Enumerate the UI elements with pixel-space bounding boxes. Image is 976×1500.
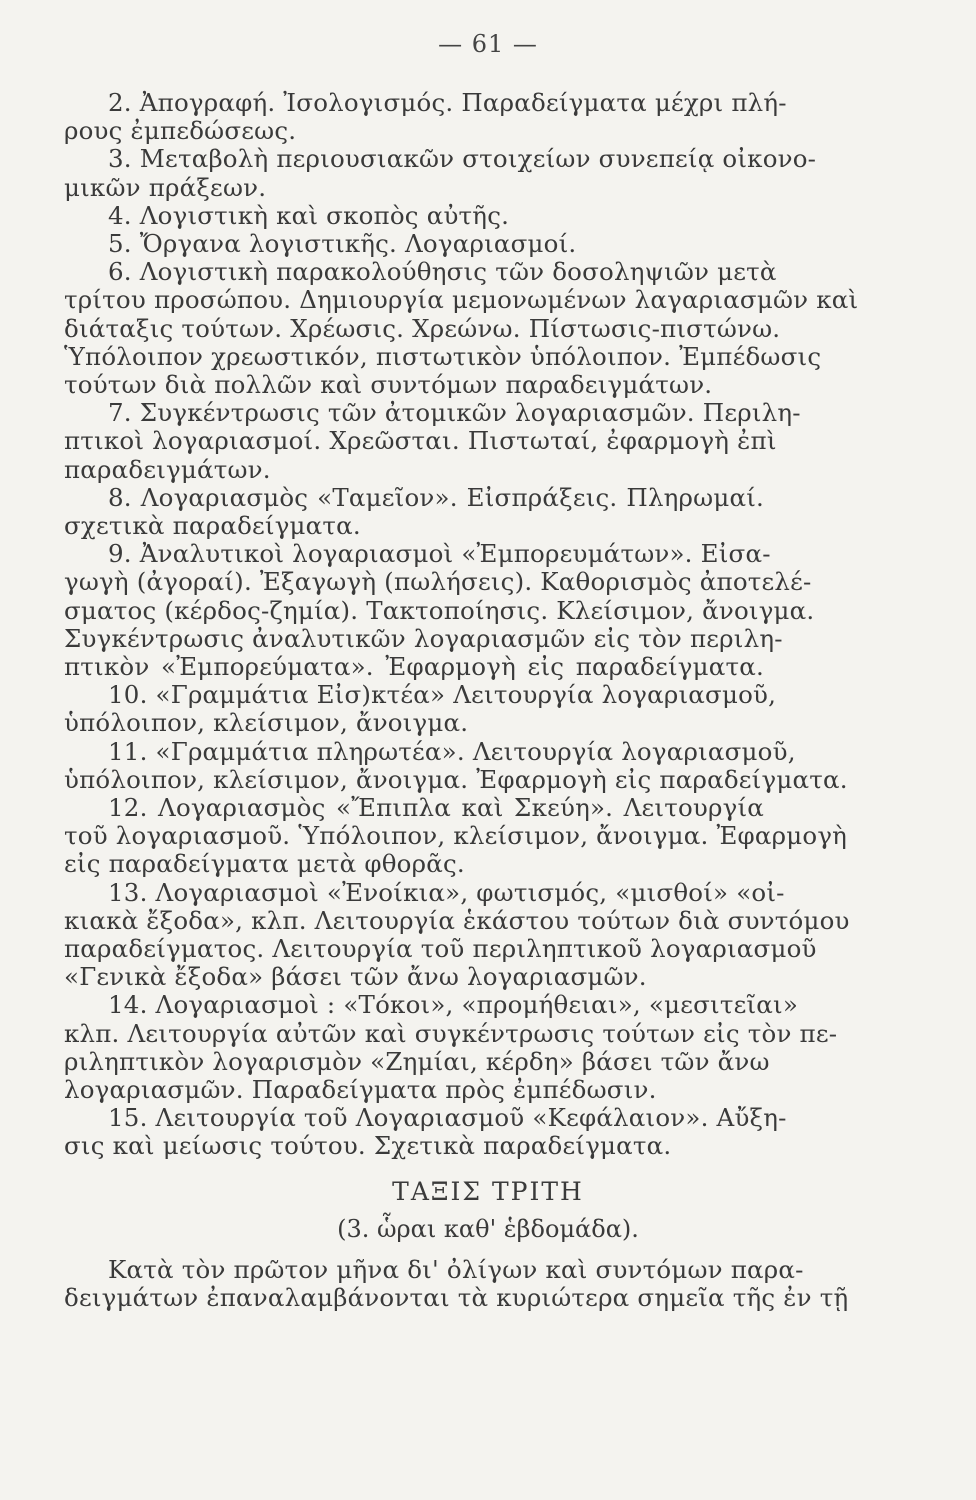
text-line: 6. Λογιστικὴ παρακολούθησις τῶν δοσοληψιῶν μετὰ bbox=[108, 257, 777, 287]
text-line: 2. Ἀπογραφή. Ἰσολογισμός. Παραδείγματα μέχρι πλή- bbox=[108, 88, 787, 117]
text-line: πτικὸν «Ἐμπορεύματα». Ἐφαρμογὴ εἰς παραδείγματα. bbox=[64, 652, 764, 681]
text-line: 14. Λογαριασμοὶ : «Τόκοι», «προμήθειαι», «μεσιτεῖαι» bbox=[108, 990, 799, 1020]
text-line: τούτων διὰ πολλῶν καὶ συντόμων παραδειγμάτων. bbox=[64, 370, 713, 399]
page-number: — 61 — bbox=[438, 30, 538, 58]
text-line: μικῶν πράξεων. bbox=[64, 172, 267, 202]
text-line: σχετικὰ παραδείγματα. bbox=[64, 511, 361, 540]
text-line: 9. Ἀναλυτικοὶ λογαριασμοὶ «Ἐμπορευμάτων». Εἰσα- bbox=[108, 539, 771, 569]
text-line: 8. Λογαριασμὸς «Ταμεῖον». Εἰσπράξεις. Πληρωμαί. bbox=[108, 482, 764, 512]
text-line: κλπ. Λειτουργία αὐτῶν καὶ συγκέντρωσις τούτων εἰς τὸν πε- bbox=[64, 1018, 838, 1048]
text-line: 12. Λογαριασμὸς «Ἔπιπλα καὶ Σκεύη». Λειτουργία bbox=[108, 793, 764, 822]
text-line: παραδείγματος. Λειτουργία τοῦ περιληπτικοῦ λογαριασμοῦ bbox=[64, 934, 817, 963]
text-line: διάταξις τούτων. Χρέωσις. Χρεώνω. Πίστωσις-πιστώνω. bbox=[64, 313, 781, 343]
text-line: 7. Συγκέντρωσις τῶν ἀτομικῶν λογαριασμῶν. Περιλη- bbox=[108, 398, 801, 428]
text-line: σματος (κέρδος-ζημία). Τακτοποίησις. Κλείσιμον, ἄνοιγμα. bbox=[64, 595, 815, 625]
text-line: ὑπόλοιπον, κλείσιμον, ἄνοιγμα. bbox=[64, 708, 469, 738]
text-line: ριληπτικὸν λογαρισμὸν «Ζημίαι, κέρδη» βάσει τῶν ἄνω bbox=[64, 1046, 770, 1076]
text-line: παραδειγμάτων. bbox=[64, 454, 271, 484]
text-line: 15. Λειτουργία τοῦ Λογαριασμοῦ «Κεφάλαιον». Αὔξη- bbox=[108, 1103, 787, 1133]
section-subtitle: (3. ὧραι καθ' ἑβδομάδα). bbox=[337, 1215, 639, 1243]
text-line: τοῦ λογαριασμοῦ. Ὑπόλοιπον, κλείσιμον, ἄνοιγμα. Ἐφαρμογὴ bbox=[64, 821, 848, 851]
text-line: Συγκέντρωσις ἀναλυτικῶν λογαριασμῶν εἰς τὸν περιλη- bbox=[64, 623, 783, 653]
text-line: 10. «Γραμμάτια Εἰσ)κτέα» Λειτουργία λογαριασμοῦ, bbox=[108, 680, 777, 710]
text-line: ρους ἐμπεδώσεως. bbox=[64, 116, 297, 146]
text-line: δειγμάτων ἐπαναλαμβάνονται τὰ κυριώτερα σημεῖα τῆς ἐν τῇ bbox=[64, 1283, 849, 1313]
text-line: κιακὰ ἔξοδα», κλπ. Λειτουργία ἑκάστου τούτων διὰ συντόμου bbox=[64, 905, 850, 935]
text-line: εἰς παραδείγματα μετὰ φθορᾶς. bbox=[64, 849, 465, 879]
section-title: ΤΑΞΙΣ ΤΡΙΤΗ bbox=[392, 1177, 584, 1206]
text-line: σις καὶ μείωσις τούτου. Σχετικὰ παραδείγματα. bbox=[64, 1131, 672, 1161]
text-line: 5. Ὄργανα λογιστικῆς. Λογαριασμοί. bbox=[108, 229, 577, 258]
text-line: «Γενικὰ ἔξοδα» βάσει τῶν ἄνω λογαριασμῶν. bbox=[64, 962, 647, 992]
text-line: 3. Μεταβολὴ περιουσιακῶν στοιχείων συνεπείᾳ οἰκονο- bbox=[108, 144, 817, 174]
text-line: Κατὰ τὸν πρῶτον μῆνα δι' ὀλίγων καὶ συντόμων παρα- bbox=[108, 1255, 804, 1284]
text-line: γωγὴ (ἀγοραί). Ἐξαγωγὴ (πωλήσεις). Καθορισμὸς ἀποτελέ- bbox=[64, 567, 812, 597]
text-line: πτικοὶ λογαριασμοί. Χρεῶσται. Πιστωταί, ἐφαρμογὴ ἐπὶ bbox=[64, 426, 777, 456]
text-line: λογαριασμῶν. Παραδείγματα πρὸς ἐμπέδωσιν. bbox=[64, 1075, 657, 1104]
text-line: 13. Λογαριασμοὶ «Ἐνοίκια», φωτισμός, «μισθοί» «οἰ- bbox=[108, 877, 785, 907]
text-line: τρίτου προσώπου. Δημιουργία μεμονωμένων λαγαριασμῶν καὶ bbox=[64, 285, 859, 315]
text-line: 11. «Γραμμάτια πληρωτέα». Λειτουργία λογαριασμοῦ, bbox=[108, 736, 796, 766]
text-line: 4. Λογιστικὴ καὶ σκοπὸς αὐτῆς. bbox=[108, 200, 510, 230]
text-line: ὑπόλοιπον, κλείσιμον, ἄνοιγμα. Ἐφαρμογὴ εἰς παραδείγματα. bbox=[64, 764, 848, 794]
text-line: Ὑπόλοιπον χρεωστικόν, πιστωτικὸν ὑπόλοιπον. Ἐμπέδωσις bbox=[64, 341, 822, 371]
